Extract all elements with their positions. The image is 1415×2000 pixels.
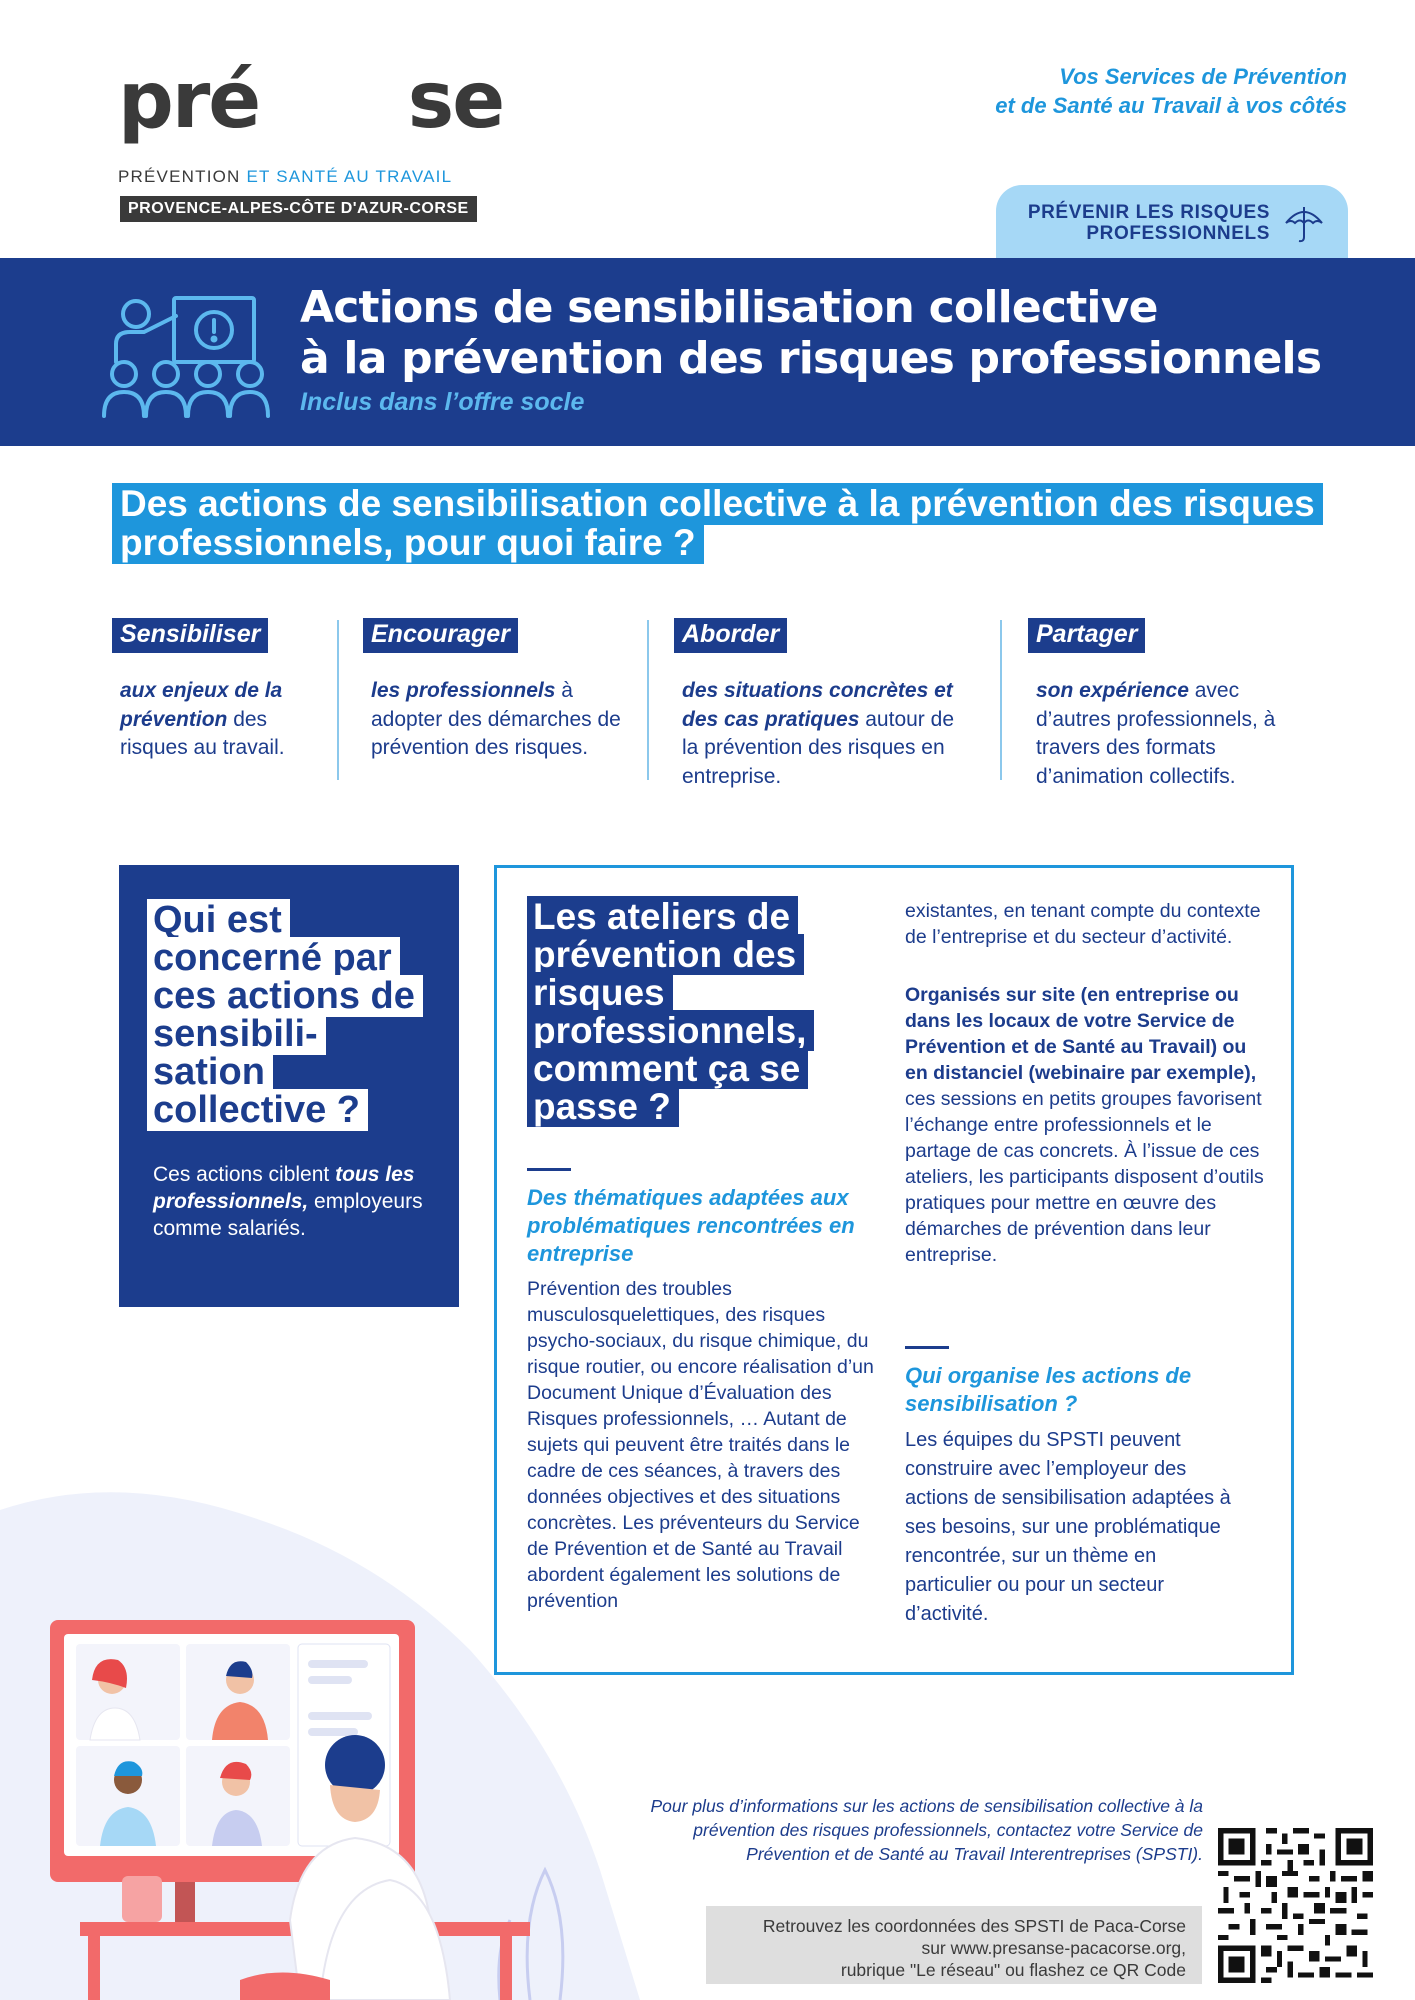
pill-label: PRÉVENIR LES RISQUES PROFESSIONNELS [1027,201,1270,244]
goal-column-encourager [363,618,628,763]
presanse-logo [118,56,504,232]
column-divider [1000,620,1002,780]
section-dash [527,1168,571,1171]
logo-region: PROVENCE-ALPES-CÔTE D'AZUR-CORSE [120,196,477,222]
column-divider [337,620,339,780]
who-text: Ces actions ciblent tous les professionnels, employeurs comme salariés. [153,1163,423,1240]
header-tagline: Vos Services de Prévention et de Santé au Travail à vos côtés [995,64,1347,118]
ateliers-subheading-organisateur: Qui organise les actions de sensibilisation ? [905,1363,1192,1416]
goal-label: Partager [1028,618,1145,653]
umbrella-icon [1282,201,1326,245]
goal-column-partager [1028,618,1298,791]
section-heading-why: Des actions de sensibilisation collective à la prévention des risques professionnels, pour quoi faire ? [112,484,1415,562]
goal-text: les professionnels à adopter des démarches de prévention des risques. [371,679,621,759]
ateliers-text-organisation: Organisés sur site (en entreprise ou dans les locaux de votre Service de Prévention et de Santé au Travail) ou en distanciel (webinaire par exemple), ces sessions en petits groupes favorisent l’échange entre professionnels et le partage de cas concrets. À l’issue de ces ateliers, les participants disposent d’outils pratiques pour mettre en œuvre des démarches de prévention dans leur entreprise. [905,984,1264,1266]
section-dash [905,1346,949,1349]
ateliers-box [494,865,1294,1675]
goal-column-aborder [674,618,974,791]
qr-code[interactable] [1218,1828,1373,1983]
who-heading: Qui est concerné par ces actions de sensibili-sation collective ? [147,901,427,1129]
goal-label: Encourager [363,618,518,653]
more-info-text: Pour plus d’informations sur les actions de sensibilisation collective à la prévention des risques professionnels, contactez votre Service de Prévention et de Santé au Travail Interentreprises (SPSTI). [650,1796,1203,1864]
ateliers-text-thematiques: Prévention des troubles musculosquelettiques, des risques psycho-sociaux, du risque chimique, du risque routier, ou encore réalisation d’un Document Unique d’Évaluation des Risques professionnels, … Autant de sujets qui peuvent être traités dans le cadre de ces séances, à travers des données objectives et des situations concrètes. Les préventeurs du Service de Prévention et de Santé au Travail abordent également les solutions de prévention [527,1278,874,1612]
who-is-concerned-box [119,865,459,1307]
workshop-presentation-icon [100,276,270,426]
ateliers-text-contexte: existantes, en tenant compte du contexte de l’entreprise et du secteur d’activité. [905,900,1261,948]
ateliers-subheading-thematiques: Des thématiques adaptées aux problématiques rencontrées en entreprise [527,1185,855,1266]
goal-label: Aborder [674,618,787,653]
logo-wordmark: présanse [118,56,504,146]
coordinates-box: Retrouvez les coordonnées des SPSTI de Paca-Corse sur www.presanse-pacacorse.org, rubrique "Le réseau" ou flashez ce QR Code [706,1906,1202,1984]
banner-title: Actions de sensibilisation collective à la prévention des risques professionnels [300,282,1322,384]
logo-subtitle: PRÉVENTION ET SANTÉ AU TRAVAIL [118,167,453,186]
goal-column-sensibiliser [112,618,327,763]
title-banner [0,258,1415,446]
category-pill [996,185,1348,260]
goal-text: son expérience avec d’autres professionnels, à travers des formats d’animation collectifs. [1036,679,1276,788]
ateliers-heading: Les ateliers de prévention des risques professionnels, comment ça se passe ? [527,898,847,1126]
banner-subtitle: Inclus dans l’offre socle [300,388,585,416]
website-link[interactable]: sur www.presanse-pacacorse.org, [921,1938,1186,1958]
goal-text: des situations concrètes et des cas pratiques autour de la prévention des risques en entreprise. [682,679,954,788]
column-divider [647,620,649,780]
ateliers-text-organisateur: Les équipes du SPSTI peuvent construire avec l’employeur des actions de sensibilisation adaptées à ses besoins, sur une problématique rencontrée, sur un thème en particulier ou pour un secteur d’activité. [905,1429,1231,1625]
goal-label: Sensibiliser [112,618,268,653]
goal-text: aux enjeux de la prévention des risques au travail. [120,679,285,759]
